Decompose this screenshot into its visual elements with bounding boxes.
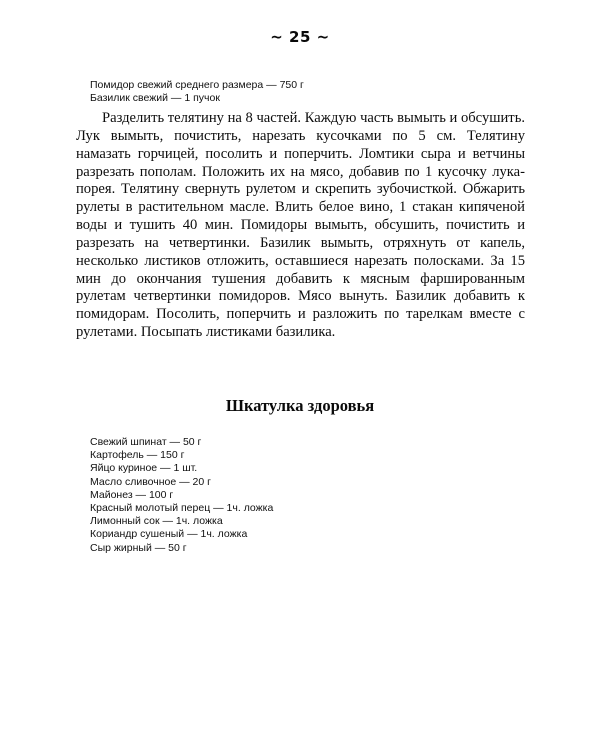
ingredient-item: Базилик свежий — 1 пучок: [90, 92, 220, 105]
recipe-instructions-paragraph: Разделить телятину на 8 частей. Каждую часть вымыть и обсушить. Лук вымыть, почистить, нарезать кусочками по 5 см. Телятину намазать горчицей, посолить и поперчить. Ломтики сыра и ветчины разрезать пополам. Положить их на мясо, добавив по 1 кусочку лука-порея. Телятину свернуть рулетом и скрепить зубочисткой. Обжарить рулеты в растительном масле. Влить белое вино, 1 стакан кипяченой воды и тушить 40 мин. Помидоры вымыть, обсушить, почистить и разрезать на четвертинки. Базилик вымыть, отряхнуть от капель, несколько листиков отложить, оставшиеся нарезать полосками. За 15 мин до окончания тушения добавить к мясным фаршированным рулетам четвертинки помидоров. Мясо вынуть. Базилик добавить к помидорам. Посолить, поперчить и разложить по тарелкам вместе с рулетами. Посыпать листиками базилика.: [76, 110, 525, 341]
ingredient-item: Красный молотый перец — 1ч. ложка: [90, 502, 274, 515]
ingredient-item: Майонез — 100 г: [90, 488, 174, 501]
ingredient-item: Сыр жирный — 50 г: [90, 541, 187, 554]
ingredient-item: Яйцо куриное — 1 шт.: [90, 462, 198, 475]
ingredient-item: Кориандр сушеный — 1ч. ложка: [90, 528, 248, 541]
ingredient-item: Картофель — 150 г: [90, 449, 185, 462]
ingredient-list-previous-recipe: [90, 79, 304, 105]
ingredient-item: Лимонный сок — 1ч. ложка: [90, 515, 223, 528]
recipe-title: Шкатулка здоровья: [225, 396, 375, 415]
ingredient-list-next-recipe: [90, 436, 273, 555]
ingredient-item: Масло сливочное — 20 г: [90, 475, 211, 488]
page-number: ~ 25 ~: [270, 28, 330, 46]
ingredient-item: Помидор свежий среднего размера — 750 г: [90, 79, 304, 91]
ingredient-item: Свежий шпинат — 50 г: [90, 436, 202, 448]
